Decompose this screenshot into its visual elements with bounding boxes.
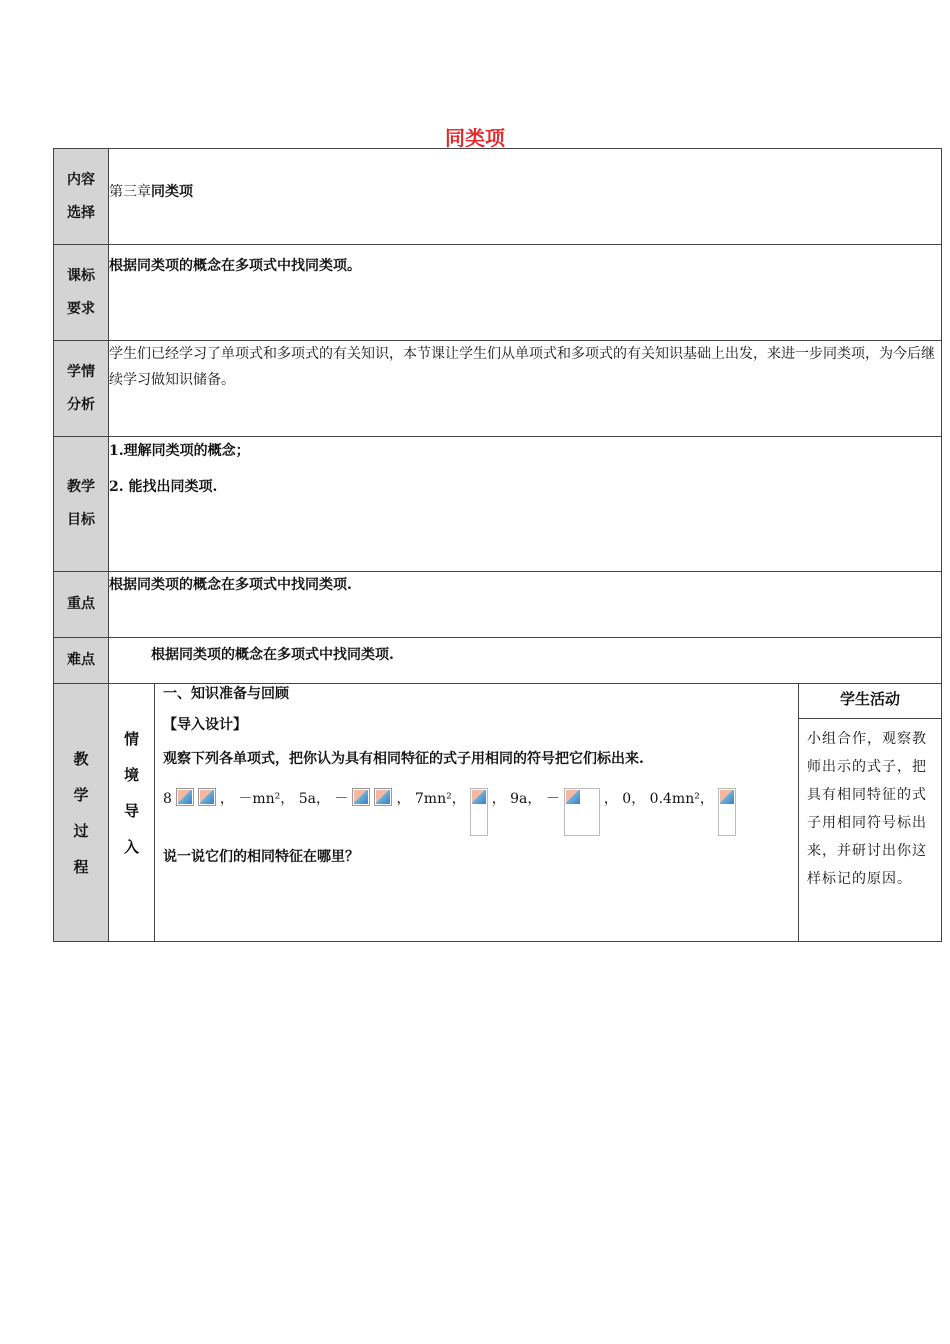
label-char: 境 — [123, 765, 139, 784]
row-difficult — [54, 638, 942, 684]
label-line: 分析 — [67, 396, 95, 413]
label-char: 程 — [73, 857, 89, 876]
student-activity-header: 学生活动 — [799, 684, 941, 719]
label-analysis — [54, 341, 109, 437]
broken-image-icon — [564, 788, 600, 836]
section-heading: 一、知识准备与回顾 — [163, 686, 289, 702]
broken-image-icon — [352, 788, 370, 806]
row-process — [54, 684, 942, 942]
standard-value: 根据同类项的概念在多项式中找同类项。 — [109, 245, 942, 341]
label-line: 内容 — [67, 171, 95, 188]
broken-image-icon — [374, 788, 392, 806]
design-heading: 【导入设计】 — [163, 717, 247, 733]
label-char: 导 — [123, 801, 139, 820]
term: 8 — [163, 791, 172, 807]
goal-item: 1.理解同类项的概念； — [109, 443, 250, 459]
term: ， 7mn²， — [396, 791, 466, 807]
label-line: 学情 — [67, 363, 95, 380]
label-goals — [54, 437, 109, 572]
label-content — [54, 149, 109, 245]
label-standard — [54, 245, 109, 341]
label-key: 重点 — [54, 572, 109, 638]
row-goals — [54, 437, 942, 572]
page-title: 同类项 — [445, 126, 505, 150]
row-analysis — [54, 341, 942, 437]
chapter-topic: 同类项 — [151, 184, 193, 200]
analysis-value: 学生们已经学习了单项式和多项式的有关知识，本节课让学生们从单项式和多项式的有关知识基础上出发，来进一步同类项，为今后继续学习做知识储备。 — [109, 341, 942, 437]
row-key — [54, 572, 942, 638]
lesson-plan-table — [53, 148, 942, 942]
difficult-value: 根据同类项的概念在多项式中找同类项. — [109, 638, 942, 684]
broken-image-icon — [470, 788, 488, 836]
label-line: 课标 — [67, 267, 95, 284]
goal-item: 2. 能找出同类项. — [109, 479, 218, 495]
term: ， 9a， － — [491, 791, 560, 807]
label-char: 过 — [73, 821, 89, 840]
label-line: 选择 — [67, 204, 95, 221]
content-value — [109, 149, 942, 245]
monomial-list — [163, 782, 790, 838]
student-activity-text: 小组合作，观察教师出示的式子，把具有相同特征的式子用相同符号标出来，并研讨出你这样标记的原因。 — [807, 731, 927, 887]
goals-value — [109, 437, 942, 572]
student-activity — [799, 684, 942, 942]
label-char: 情 — [123, 729, 139, 748]
sub-label-situation — [109, 684, 155, 942]
label-char: 教 — [73, 749, 89, 768]
label-char: 学 — [73, 785, 89, 804]
process-content — [155, 684, 799, 942]
row-standard — [54, 245, 942, 341]
broken-image-icon — [718, 788, 736, 836]
label-line: 教学 — [67, 479, 95, 495]
label-line: 要求 — [67, 300, 95, 317]
term: ， 0， 0.4mn²， — [603, 791, 714, 807]
broken-image-icon — [176, 788, 194, 806]
term: ， －mn²， 5a， － — [219, 791, 349, 807]
label-char: 入 — [123, 837, 139, 856]
row-content — [54, 149, 942, 245]
label-process — [54, 684, 109, 942]
question-text: 说一说它们的相同特征在哪里？ — [163, 849, 359, 865]
label-line: 目标 — [67, 512, 95, 528]
key-value: 根据同类项的概念在多项式中找同类项. — [109, 572, 942, 638]
label-difficult: 难点 — [54, 638, 109, 684]
chapter-text: 第三章 — [109, 184, 151, 200]
broken-image-icon — [198, 788, 216, 806]
instruction-text: 观察下列各单项式，把你认为具有相同特征的式子用相同的符号把它们标出来. — [163, 751, 644, 767]
